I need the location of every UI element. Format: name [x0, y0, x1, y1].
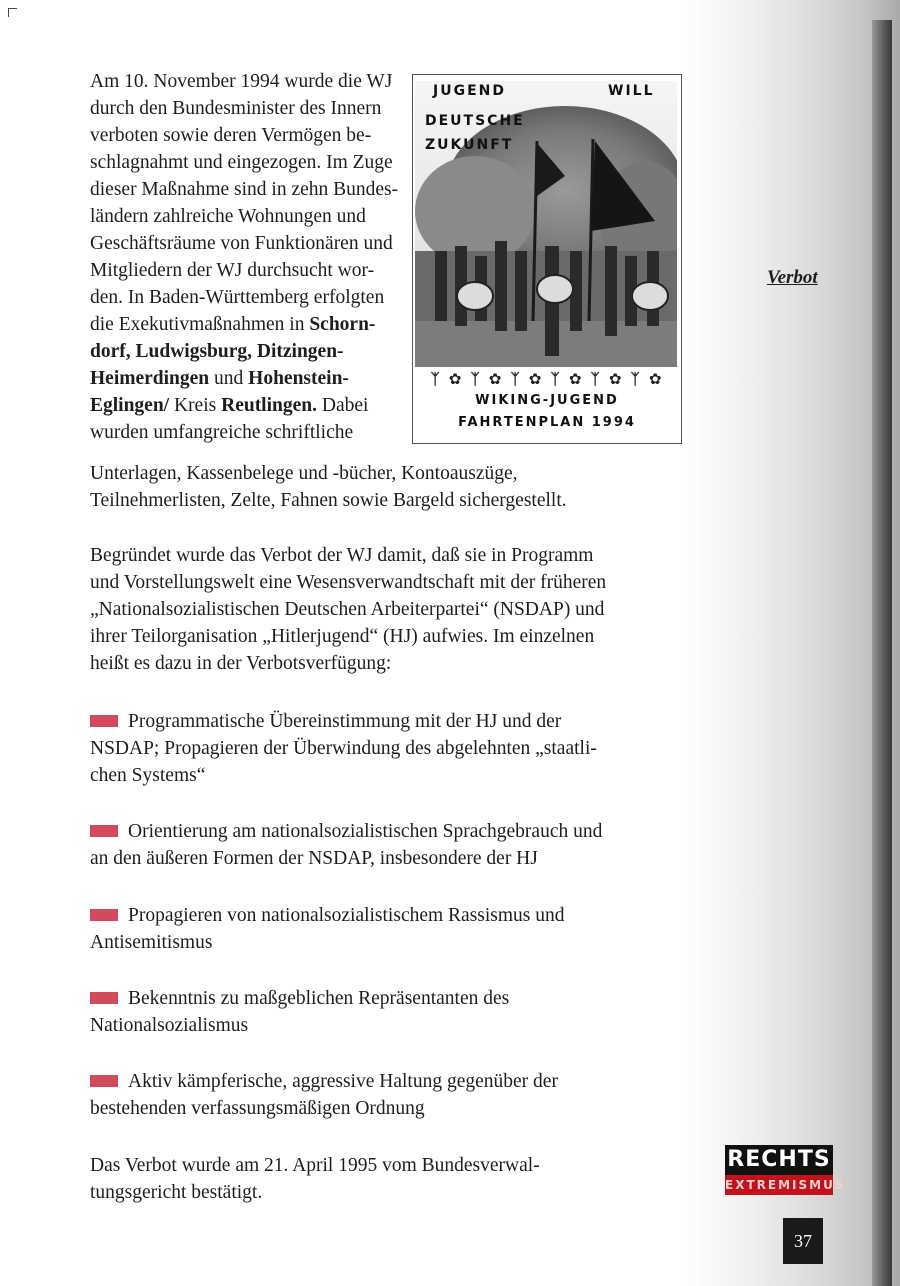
text-line: wurden umfangreiche schriftliche — [90, 422, 354, 443]
text-line — [90, 365, 400, 392]
poster-subtitle: WIKING-JUGEND — [475, 393, 619, 408]
bullet-marker — [90, 992, 118, 1004]
text-line: Das Verbot wurde am 21. April 1995 vom Bundesverwal- — [90, 1155, 540, 1176]
text-line: an den äußeren Formen der NSDAP, insbesondere der HJ — [90, 848, 538, 869]
text-line — [90, 311, 400, 338]
logo-top-text: RECHTS — [725, 1145, 833, 1175]
sidebar-topic-label: Verbot — [767, 267, 818, 288]
text-line: durch den Bundesminister des Innern — [90, 98, 382, 119]
rechtsextremismus-logo — [725, 1145, 846, 1197]
text-line — [90, 985, 610, 1012]
bullet-item — [90, 708, 610, 789]
bullet-marker — [90, 825, 118, 837]
text-span: Kreis — [173, 395, 217, 416]
text-line: Teilnehmerlisten, Zelte, Fahnen sowie Bargeld sichergestellt. — [90, 490, 567, 511]
crop-mark — [8, 8, 17, 17]
text-line — [90, 392, 400, 419]
text-span: Programmatische Übereinstimmung mit der HJ und der — [128, 711, 562, 732]
text-line — [90, 338, 400, 365]
text-line — [90, 1068, 610, 1095]
poster-title-word: ZUKUNFT — [425, 137, 514, 153]
text-line: Antisemitismus — [90, 932, 213, 953]
poster-title-word: DEUTSCHE — [425, 113, 525, 129]
text-line: Geschäftsräume von Funktionären und — [90, 233, 393, 254]
text-line: heißt es dazu in der Verbotsverfügung: — [90, 653, 392, 674]
page-number: 37 — [783, 1218, 823, 1264]
poster-subtitle: FAHRTENPLAN 1994 — [458, 415, 636, 430]
text-span: die Exekutivmaßnahmen in — [90, 314, 305, 335]
bullet-item — [90, 902, 610, 956]
text-line: bestehenden verfassungsmäßigen Ordnung — [90, 1098, 425, 1119]
bullet-marker — [90, 1075, 118, 1087]
text-line — [90, 818, 610, 845]
text-line: ihrer Teilorganisation „Hitlerjugend“ (HJ) aufwies. Im einzelnen — [90, 626, 595, 647]
text-line: dieser Maßnahme sind in zehn Bundes- — [90, 179, 399, 200]
paragraph-reasoning — [90, 542, 610, 677]
wiking-jugend-poster — [412, 74, 682, 444]
text-span: und — [214, 368, 244, 389]
text-span: Orientierung am nationalsozialistischen Sprachgebrauch und — [128, 821, 603, 842]
place-name: Eglingen/ — [90, 395, 170, 416]
poster-title-word: JUGEND — [433, 83, 506, 99]
place-name: Hohenstein- — [248, 368, 349, 389]
text-line: verboten sowie deren Vermögen be- — [90, 125, 372, 146]
place-name: Reutlingen. — [221, 395, 317, 416]
bullet-marker — [90, 909, 118, 921]
text-span: Bekenntnis zu maßgeblichen Repräsentanten des — [128, 988, 510, 1009]
text-line: NSDAP; Propagieren der Überwindung des abgelehnten „staatli- — [90, 738, 597, 759]
text-line: „Nationalsozialistischen Deutschen Arbeiterpartei“ (NSDAP) und — [90, 599, 605, 620]
text-line: Nationalsozialismus — [90, 1015, 249, 1036]
text-line — [90, 902, 610, 929]
text-line: Am 10. November 1994 wurde die WJ — [90, 71, 393, 92]
text-span: Dabei — [321, 395, 369, 416]
text-line: schlagnahmt und eingezogen. Im Zuge — [90, 152, 393, 173]
book-spine-edge — [872, 20, 892, 1286]
text-line: Begründet wurde das Verbot der WJ damit, daß sie in Programm — [90, 545, 594, 566]
text-line: Unterlagen, Kassenbelege und -bücher, Kontoauszüge, — [90, 463, 518, 484]
text-line — [90, 708, 610, 735]
page-margin-shade — [680, 0, 900, 1286]
text-line: den. In Baden-Württemberg erfolgten — [90, 287, 385, 308]
bullet-item — [90, 1068, 610, 1122]
text-line: und Vorstellungswelt eine Wesensverwandtschaft mit der früheren — [90, 572, 607, 593]
poster-rune-row: ᛉ ✿ ᛉ ✿ ᛉ ✿ ᛉ ✿ ᛉ ✿ ᛉ ✿ — [430, 370, 664, 388]
text-line: Mitgliedern der WJ durchsucht wor- — [90, 260, 375, 281]
text-span: Aktiv kämpferische, aggressive Haltung gegenüber der — [128, 1071, 558, 1092]
text-line: tungsgericht bestätigt. — [90, 1182, 263, 1203]
place-name: Schorn- — [309, 314, 376, 335]
bullet-item — [90, 985, 610, 1039]
text-line: chen Systems“ — [90, 765, 206, 786]
paragraph-intro — [90, 68, 400, 446]
place-name: Heimerdingen — [90, 368, 210, 389]
text-line: ländern zahlreiche Wohnungen und — [90, 206, 366, 227]
poster-title-word: WILL — [608, 83, 655, 99]
paragraph-intro-continued — [90, 460, 610, 514]
bullet-marker — [90, 715, 118, 727]
paragraph-closing — [90, 1152, 550, 1206]
place-name: dorf, Ludwigsburg, Ditzingen- — [90, 341, 344, 362]
logo-bottom-text: EXTREMISMUS — [725, 1175, 833, 1195]
bullet-item — [90, 818, 610, 872]
text-span: Propagieren von nationalsozialistischem Rassismus und — [128, 905, 565, 926]
